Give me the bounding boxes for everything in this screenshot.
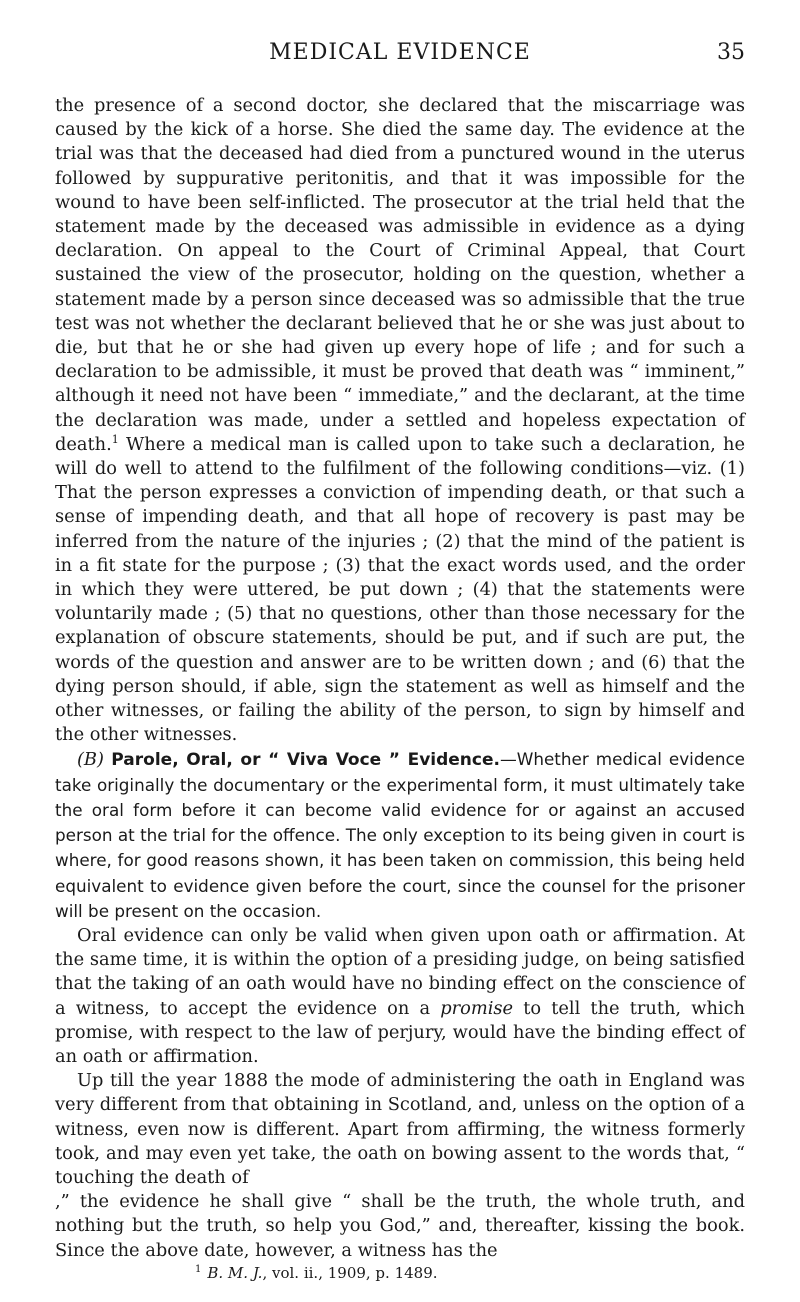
running-title: MEDICAL EVIDENCE bbox=[269, 40, 531, 65]
paragraph-oath-affirmation bbox=[55, 924, 745, 1069]
paragraph-oral-evidence bbox=[55, 747, 745, 923]
footnote-mark: 1 bbox=[195, 1263, 202, 1275]
paragraph-text: Oral evidence can only be valid when given upon oath or affirmation. At the same time, it is within the option of a presiding judge, on being satisfied that the taking of an oath would have no binding effect on the conscience of a witness, to accept the evidence on a bbox=[55, 924, 745, 1019]
emphasis-text: promise bbox=[440, 997, 514, 1019]
footnote-citation: , vol. ii., 1909, p. 1489. bbox=[262, 1263, 438, 1282]
paragraph-text: to tell the truth, which promise, with respect to the law of perjury, would have the binding effect of an oath or affirmation. bbox=[55, 997, 746, 1067]
running-header bbox=[55, 40, 745, 70]
document-page bbox=[55, 40, 745, 1283]
paragraph-dying-declaration bbox=[55, 94, 745, 747]
paragraph-text: the presence of a second doctor, she declared that the miscarriage was caused by the kick of a horse. She died the same day. The evidence at the trial was that the deceased had died from a punctured wound in the uterus followed by suppurative peritonitis, and that it was impossible for the wound to have been self-inflicted. The prosecutor at the trial held that the statement made by the deceased was admissible in evidence as a dying declaration. On appeal to the Court of Criminal Appeal, that Court sustained the view of the prosecutor, holding on the question, whether a statement made by a person since deceased was so admissible that the true test was not whether the declarant believed that he or she was just about to die, but that he or she had given up every hope of life ; and for such a declaration to be admissible, it must be proved that death was “ imminent,” although it need not have been “ immediate,” and the declarant, at the time the declaration was made, under a settled and hopeless expectation of death. bbox=[55, 95, 745, 455]
footnote-reference: 1 bbox=[111, 432, 119, 446]
section-letter: (B) bbox=[77, 749, 104, 771]
paragraph-text: —Whether medical evidence take originally the documentary or the experimental form, it must ultimately take the oral form before it can become valid evidence for or against an accused person at the trial for the offence. The only exception to its being given in court is where, for good reasons shown, it has been taken on commission, this being held equivalent to evidence given before the court, since the counsel for the prisoner will be present on the occasion. bbox=[55, 749, 746, 921]
body-text bbox=[55, 94, 745, 1263]
page-number: 35 bbox=[717, 40, 745, 65]
footnote bbox=[55, 1263, 745, 1283]
paragraph-oath-history bbox=[55, 1069, 745, 1263]
paragraph-text: Where a medical man is called upon to take such a declaration, he will do well to attend to the fulfilment of the following conditions—viz. (1) That the person expresses a conviction of impending death, or that such a sense of impending death, and that all hope of recovery is past may be inferred from the nature of the injuries ; (2) that the mind of the patient is in a fit state for the purpose ; (3) that the exact words used, and the order in which they were uttered, be put down ; (4) that the statements were voluntarily made ; (5) that no questions, other than those necessary for the explanation of obscure statements, should be put, and if such are put, the words of the question and answer are to be written down ; and (6) that the dying person should, if able, sign the statement as well as himself and the other witnesses, or failing the ability of the person, to sign by himself and the other witnesses. bbox=[55, 433, 745, 746]
section-heading: Parole, Oral, or “ Viva Voce ” Evidence. bbox=[111, 750, 500, 771]
paragraph-text: ,” the evidence he shall give “ shall be the truth, the whole truth, and nothing but the truth, so help you God,” and, thereafter, kissing the book. Since the above date, however, a witness has the bbox=[55, 1191, 745, 1261]
footnote-journal: B. M. J. bbox=[207, 1263, 263, 1282]
paragraph-text: Up till the year 1888 the mode of administering the oath in England was very different from that obtaining in Scotland, and, unless on the option of a witness, even now is different. Apart from affirming, the witness formerly took, and may even yet take, the oath on bowing assent to the words that, “ touching the death of bbox=[55, 1070, 745, 1188]
